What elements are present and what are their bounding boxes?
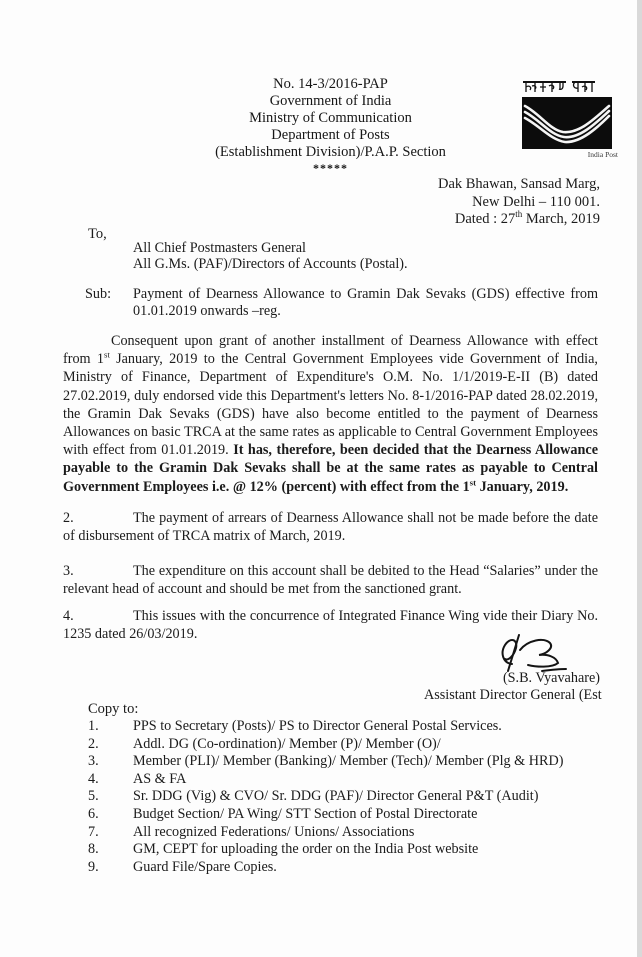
signatory-name: (S.B. Vyavahare) <box>502 670 600 686</box>
org-line-section: (Establishment Division)/P.A.P. Section <box>215 144 446 160</box>
subject-text: Payment of Dearness Allowance to Gramin Dak Sevaks (GDS) effective from 01.01.2019 onwards –reg. <box>133 286 598 319</box>
item-number: 5. <box>88 788 99 805</box>
item-text: Addl. DG (Co-ordination)/ Member (P)/ Member (O)/ <box>133 735 441 752</box>
item-text: PPS to Secretary (Posts)/ PS to Director General Postal Services. <box>133 718 502 734</box>
paragraph-text: The payment of arrears of Dearness Allowance shall not be made before the date of disbursement of TRCA matrix of March, 2019. <box>63 510 598 545</box>
copy-to-item <box>88 718 600 736</box>
paragraph-number: 4. <box>63 608 74 624</box>
item-number: 3. <box>88 753 99 770</box>
item-text: Guard File/Spare Copies. <box>133 858 277 875</box>
copy-to-list <box>88 718 600 876</box>
copy-to-label: Copy to: <box>88 701 139 717</box>
item-text: Budget Section/ PA Wing/ STT Section of Postal Directorate <box>133 805 478 822</box>
org-line-ministry: Ministry of Communication <box>249 110 412 126</box>
address-line-1: Dak Bhawan, Sansad Marg, <box>437 176 600 192</box>
org-line-government: Government of India <box>269 93 392 109</box>
item-number: 4. <box>88 770 99 787</box>
item-text: Member (PLI)/ Member (Banking)/ Member (Tech)/ Member (Plg & HRD) <box>133 753 564 770</box>
copy-to-item <box>88 824 600 842</box>
recipient-line: All G.Ms. (PAF)/Directors of Accounts (Postal). <box>133 255 408 272</box>
paragraph-text: This issues with the concurrence of Integrated Finance Wing vide their Diary No. 1235 dated 26/03/2019. <box>63 608 598 643</box>
copy-to-item <box>88 859 600 877</box>
paragraph-text: The expenditure on this account shall be debited to the Head “Salaries” under the relevant head of account and should be met from the sanctioned grant. <box>63 563 598 598</box>
paragraph-number: 3. <box>63 563 74 579</box>
item-number: 8. <box>88 841 99 858</box>
recipient-line: All Chief Postmasters General <box>133 240 306 256</box>
item-text: GM, CEPT for uploading the order on the India Post website <box>133 841 479 858</box>
item-number: 2. <box>88 735 99 752</box>
item-number: 7. <box>88 823 99 840</box>
copy-to-item <box>88 771 600 789</box>
india-post-wave-emblem-icon <box>522 97 612 149</box>
recipient-list <box>133 241 573 273</box>
address-block <box>298 176 600 229</box>
item-text: Sr. DDG (Vig) & CVO/ Sr. DDG (PAF)/ Director General P&T (Audit) <box>133 788 539 805</box>
separator-stars: ***** <box>313 161 348 175</box>
org-line-department: Department of Posts <box>271 127 390 143</box>
bharatiya-dak-devanagari-icon <box>522 80 596 94</box>
item-number: 6. <box>88 805 99 822</box>
paragraph-number: 2. <box>63 510 74 526</box>
to-label: To, <box>88 226 107 242</box>
paragraph-2 <box>63 509 598 545</box>
subject-block <box>63 286 598 319</box>
handwritten-signature-icon <box>492 633 570 675</box>
letterhead <box>63 76 598 176</box>
scan-edge-shadow <box>637 0 642 957</box>
copy-to-item <box>88 806 600 824</box>
copy-to-item <box>88 841 600 859</box>
subject-label: Sub: <box>85 286 112 302</box>
paragraph-3 <box>63 562 598 598</box>
paragraph-1: Consequent upon grant of another installment of Dearness Allowance with effect from 1st January, 2019 to the Central Government Employees vide Government of India, Ministry of Finance, Department of Expenditure's O.M. No. 1/1/2019-E-II (B) dated 27.02.2019, duly endorsed vide this Department's letters No. 8-1/2016-PAP dated 28.02.2019, the Gramin Dak Sevaks (GDS) have also become entitled to the payment of Dearness Allowances on basic TRCA at the same rates as applicable to Central Government Employees with effect from 01.01.2019. It has, therefore, been decided that the Dearness Allowance payable to the Gramin Dak Sevaks shall be at the same rates as payable to Central Government Employees i.e. @ 12% (percent) with effect from the 1st January, 2019. <box>63 333 599 495</box>
copy-to-item <box>88 753 600 771</box>
india-post-caption: India Post <box>587 150 618 159</box>
item-number: 1. <box>88 718 99 734</box>
item-number: 9. <box>88 858 99 875</box>
item-text: All recognized Federations/ Unions/ Associations <box>133 823 415 840</box>
reference-number: No. 14-3/2016-PAP <box>273 76 388 92</box>
signatory-designation: Assistant Director General (Est <box>424 687 602 703</box>
letter-date: Dated : 27th March, 2019 <box>454 209 600 227</box>
item-text: AS & FA <box>133 770 187 787</box>
address-line-2: New Delhi – 110 001. <box>472 193 600 210</box>
india-post-logo <box>522 80 618 159</box>
copy-to-item <box>88 736 600 754</box>
copy-to-item <box>88 788 600 806</box>
